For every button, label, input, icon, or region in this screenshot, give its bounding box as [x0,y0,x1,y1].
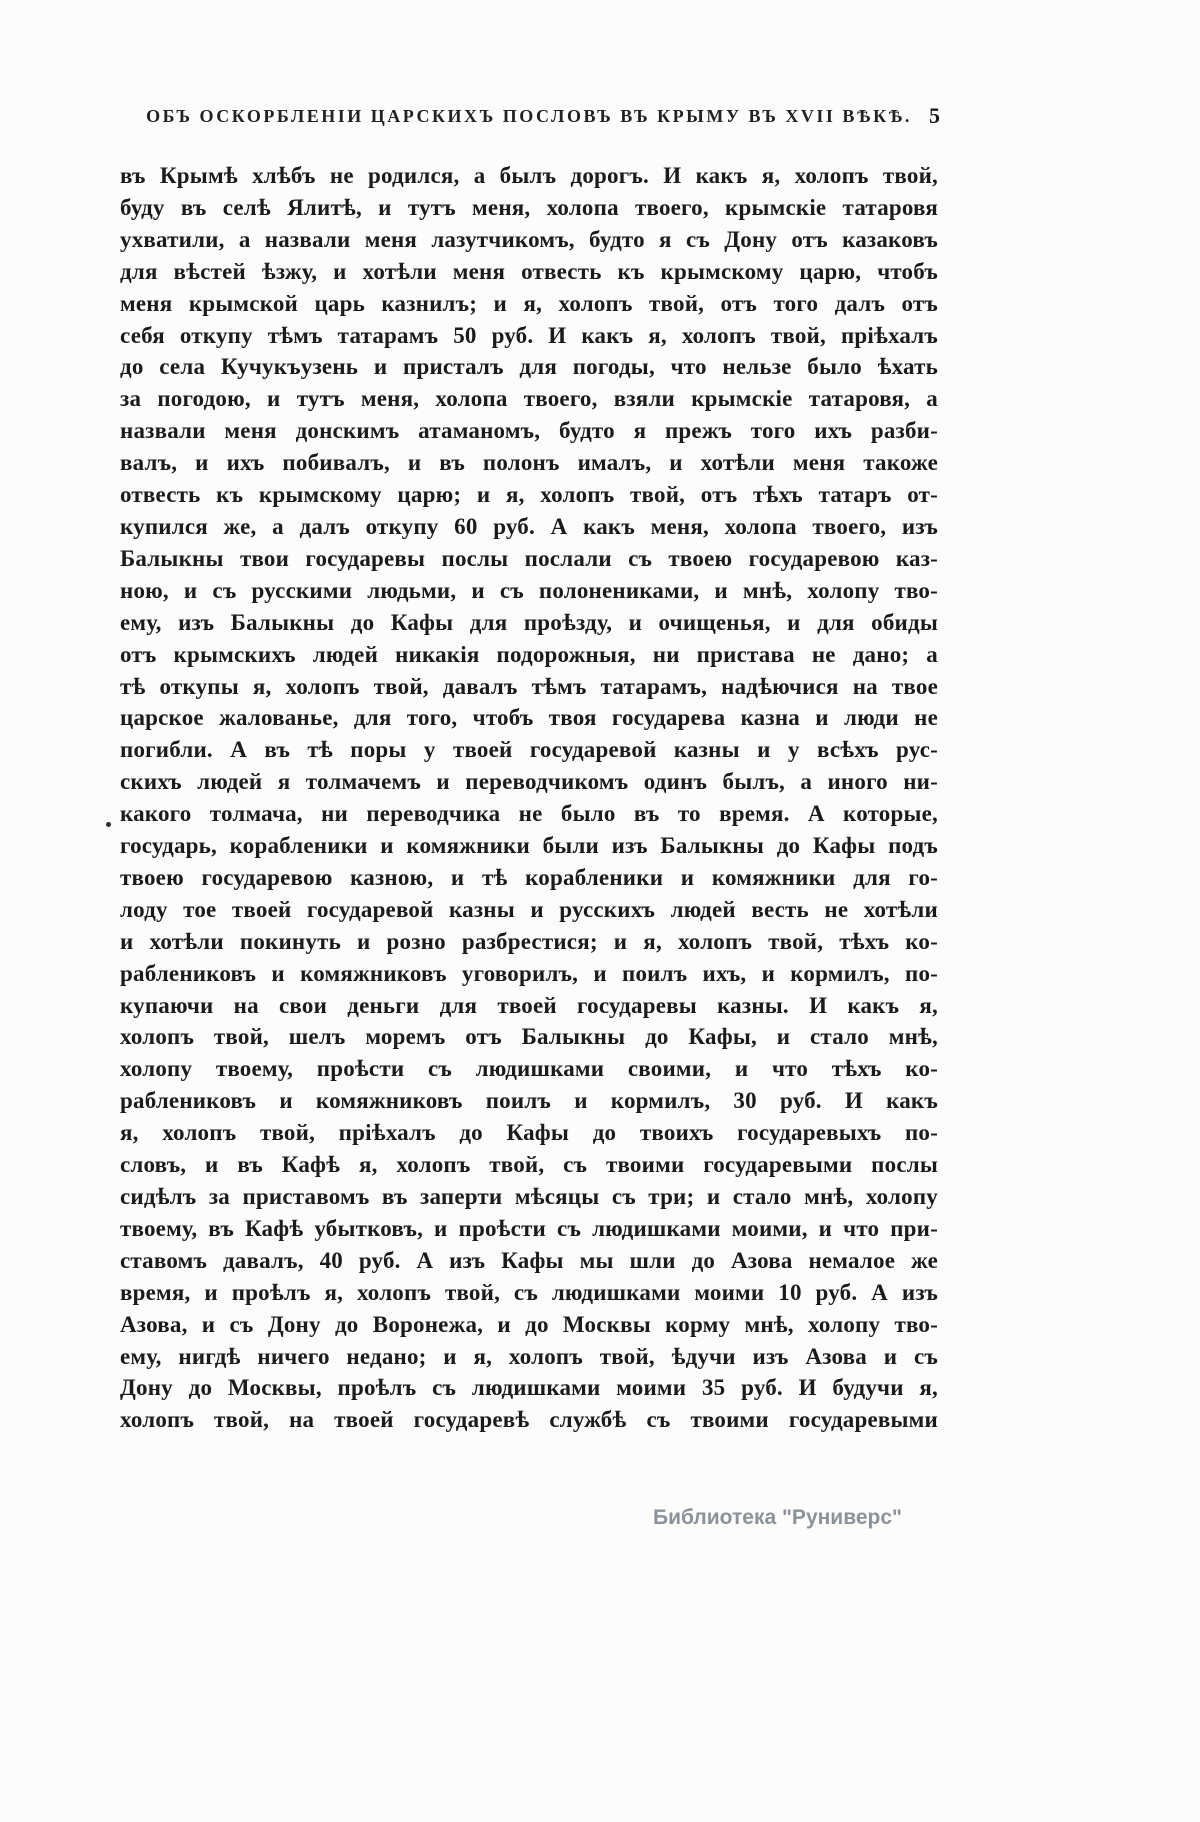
text-line: я, холопъ твой, пріѣхалъ до Кафы до твоихъ государевыхъ по- [120,1120,938,1146]
text-line: холопу твоему, проѣсти съ людишками своими, и что тѣхъ ко- [120,1056,938,1082]
text-line: раблениковъ и комяжниковъ поилъ и кормилъ, 30 руб. И какъ [120,1088,938,1114]
text-line: государь, корабленики и комяжники были изъ Балыкны до Кафы подъ [120,833,938,859]
text-line: Азова, и съ Дону до Воронежа, и до Москвы корму мнѣ, холопу тво- [120,1311,938,1337]
scan-artifact-dot [106,822,111,827]
text-line: ему, нигдѣ ничего недано; и я, холопъ твой, ѣдучи изъ Азова и съ [120,1343,938,1369]
text-line: сидѣлъ за приставомъ въ заперти мѣсяцы съ три; и стало мнѣ, холопу [120,1184,938,1209]
text-line: словъ, и въ Кафѣ я, холопъ твой, съ твоими государевыми послы [120,1152,938,1178]
text-line: ставомъ давалъ, 40 руб. А изъ Кафы мы шли до Азова немалое же [120,1247,938,1273]
text-line: буду въ селѣ Ялитѣ, и тутъ меня, холопа твоего, крымскіе татаровя [120,194,938,220]
running-title: ОБЪ ОСКОРБЛЕНІИ ЦАРСКИХЪ ПОСЛОВЪ ВЪ КРЫМУ ВЪ XVII ВѢКѢ. [146,106,912,126]
page-header [120,103,940,136]
text-line: холопъ твой, на твоей государевѣ службѣ съ твоими государевыми [120,1407,938,1433]
text-line: назвали меня донскимъ атаманомъ, будто я прежъ того ихъ разби- [120,418,938,444]
text-line: раблениковъ и комяжниковъ уговорилъ, и поилъ ихъ, и кормилъ, по- [120,960,938,986]
text-line: холопъ твой, шелъ моремъ отъ Балыкны до Кафы, и стало мнѣ, [120,1024,938,1050]
text-line: какого толмача, ни переводчика не было въ то время. А которые, [120,801,938,827]
text-line: скихъ людей я толмачемъ и переводчикомъ одинъ былъ, а иного ни- [120,769,938,795]
text-line: твоему, въ Кафѣ убытковъ, и проѣсти съ людишками моими, и что при- [120,1215,938,1241]
text-line: ухватили, а назвали меня лазутчикомъ, будто я съ Дону отъ казаковъ [120,226,938,252]
text-line: царское жалованье, для того, чтобъ твоя государева казна и люди не [120,705,938,731]
text-line: отвесть къ крымскому царю; и я, холопъ твой, отъ тѣхъ татаръ от- [120,482,938,508]
text-line: твоею государевою казною, и тѣ корабленики и комяжники для го- [120,864,938,890]
text-line: ему, изъ Балыкны до Кафы для проѣзду, и очищенья, и для обиды [120,609,938,635]
text-line: отъ крымскихъ людей никакія подорожныя, ни пристава не дано; а [120,641,938,667]
text-line: погибли. А въ тѣ поры у твоей государевой казны и у всѣхъ рус- [120,737,938,763]
text-line: ною, и съ русскими людьми, и съ полонениками, и мнѣ, холопу тво- [120,577,938,603]
text-line: за погодою, и тутъ меня, холопа твоего, взяли крымскіе татаровя, а [120,386,938,412]
text-line: тѣ откупы я, холопъ твой, давалъ тѣмъ татарамъ, надѣючися на твое [120,673,938,699]
text-line: въ Крымѣ хлѣбъ не родился, а былъ дорогъ. И какъ я, холопъ твой, [120,163,938,188]
page-number: 5 [929,103,940,128]
page-text [120,160,938,1436]
text-line: до села Кучукъузень и присталъ для погоды, что нельзе было ѣхать [120,354,938,380]
text-line: Балыкны твои государевы послы послали съ твоею государевою каз- [120,545,938,571]
text-line: валъ, и ихъ побивалъ, и въ полонъ ималъ, и хотѣли меня такоже [120,450,938,476]
library-watermark: Библиотека "Руниверс" [652,1506,902,1529]
text-line: меня крымской царь казнилъ; и я, холопъ твой, отъ того далъ отъ [120,290,938,316]
text-line: и хотѣли покинуть и розно разбрестися; и я, холопъ твой, тѣхъ ко- [120,928,938,954]
text-line: купился же, а далъ откупу 60 руб. А какъ меня, холопа твоего, изъ [120,513,938,539]
text-line: купаючи на свои деньги для твоей государевы казны. И какъ я, [120,992,938,1018]
text-line: себя откупу тѣмъ татарамъ 50 руб. И какъ я, холопъ твой, пріѣхалъ [120,322,938,348]
text-line: лоду тое твоей государевой казны и русскихъ людей весть не хотѣли [120,896,938,922]
text-line: Дону до Москвы, проѣлъ съ людишками моими 35 руб. И будучи я, [120,1375,938,1401]
text-line: время, и проѣлъ я, холопъ твой, съ людишками моими 10 руб. А изъ [120,1279,938,1305]
text-line: для вѣстей ѣзжу, и хотѣли меня отвесть къ крымскому царю, чтобъ [120,258,938,284]
